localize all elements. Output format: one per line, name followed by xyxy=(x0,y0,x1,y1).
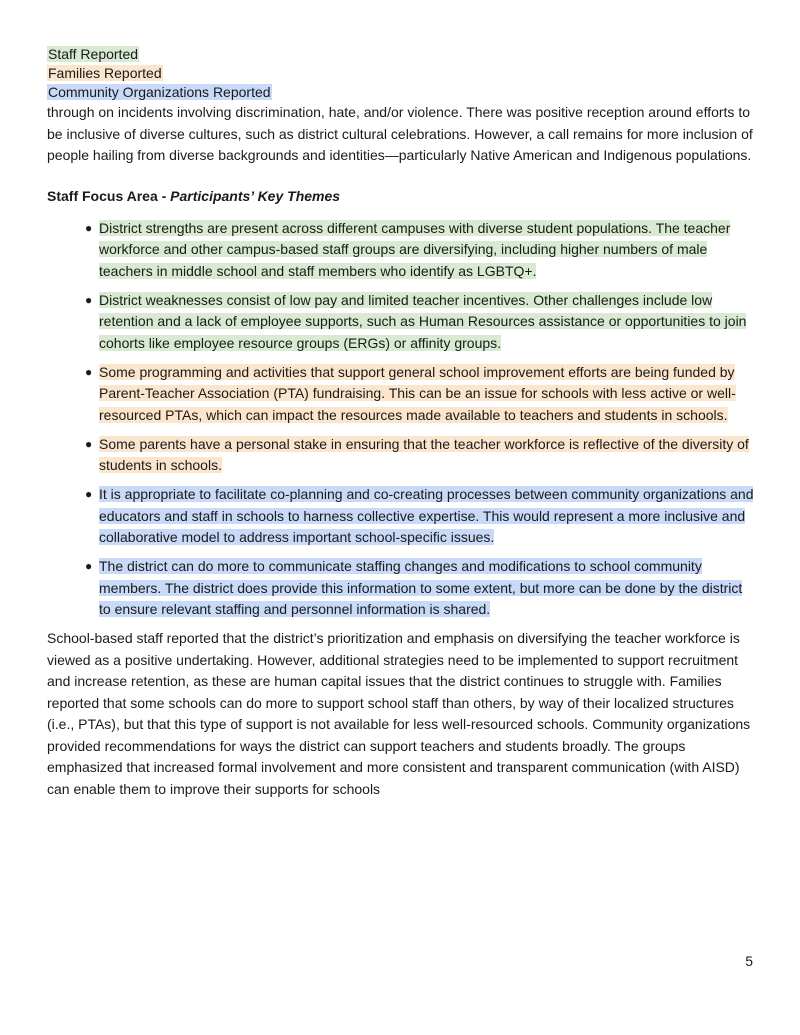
section-heading xyxy=(47,186,755,206)
theme-item xyxy=(85,362,755,427)
theme-text: District strengths are present across different campuses with diverse student populations. The teacher workforce and other campus-based staff groups are diversifying, including higher numbers of male teachers in middle school and staff members who identify as LGBTQ+. xyxy=(99,219,731,279)
page-number: 5 xyxy=(745,953,753,969)
theme-item xyxy=(85,556,755,621)
bullet-icon: ● xyxy=(85,292,93,307)
bullet-icon: ● xyxy=(85,559,93,573)
bullet-icon: ● xyxy=(85,436,93,451)
bullet-icon: ● xyxy=(85,487,93,501)
theme-text: It is appropriate to facilitate co-planning and co-creating processes between community organizations and educators and staff in schools to harness collective expertise. This would represent a more inclusive and collaborative model to address important school-specific issues. xyxy=(99,486,754,545)
legend-community-label: Community Organizations Reported xyxy=(48,84,271,100)
closing-paragraph: School-based staff reported that the district’s prioritization and emphasis on diversifying the teacher workforce is viewed as a positive undertaking. However, additional strategies need to be implemented to support recruitment and increase retention, as these are human capital issues that the district continues to struggle with. Families reported that some schools can do more to support school staff than others, by way of their localized structures (i.e., PTAs), but that this type of support is not available for less well-resourced schools. Community organizations provided recommendations for ways the district can support teachers and students broadly. The groups emphasized that increased formal involvement and more consistent and transparent communication (with AISD) can enable them to improve their supports for schools xyxy=(47,630,751,797)
theme-text: The district can do more to communicate staffing changes and modifications to school community members. The district does provide this information to some extent, but more can be done by the district to ensure relevant staffing and personnel information is shared. xyxy=(99,558,743,617)
legend-families xyxy=(47,64,755,83)
bullet-icon: ● xyxy=(85,220,93,235)
highlight-legend xyxy=(47,45,755,102)
theme-item xyxy=(85,218,755,283)
section-heading-bold: Staff Focus Area - xyxy=(47,187,171,204)
legend-staff-label: Staff Reported xyxy=(48,46,139,62)
document-page xyxy=(47,45,755,800)
theme-item xyxy=(85,484,755,549)
theme-text: Some parents have a personal stake in ensuring that the teacher workforce is reflective of the diversity of students in schools. xyxy=(99,435,749,473)
legend-families-label: Families Reported xyxy=(48,65,162,81)
legend-community xyxy=(47,83,755,102)
legend-staff xyxy=(47,45,755,64)
theme-item xyxy=(85,290,755,355)
bullet-icon: ● xyxy=(85,364,93,379)
key-themes-list xyxy=(47,218,755,621)
theme-text: Some programming and activities that support general school improvement efforts are being funded by Parent-Teacher Association (PTA) fundraising. This can be an issue for schools with less active or well-resourced PTAs, which can impact the resources made available to teachers and students in schools. xyxy=(99,363,736,423)
theme-item xyxy=(85,434,755,477)
theme-text: District weaknesses consist of low pay and limited teacher incentives. Other challenges include low retention and a lack of employee supports, such as Human Resources assistance or opportunities to join cohorts like employee resource groups (ERGs) or affinity groups. xyxy=(99,291,747,351)
intro-paragraph: through on incidents involving discrimination, hate, and/or violence. There was positive reception around efforts to be inclusive of diverse cultures, such as district cultural celebrations. However, a call remains for more inclusion of people hailing from diverse backgrounds and identities—particularly Native American and Indigenous populations. xyxy=(47,104,753,163)
section-heading-italic: Participants’ Key Themes xyxy=(170,187,341,204)
